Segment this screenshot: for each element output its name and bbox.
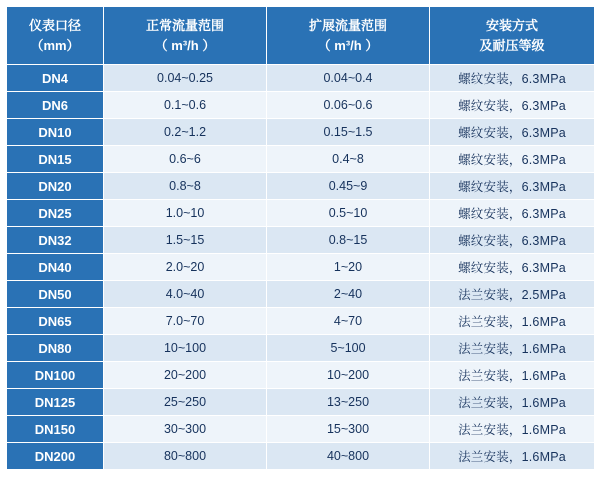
cell-normal-flow: 0.6~6 <box>104 146 267 173</box>
cell-installation: 螺纹安装，6.3MPa <box>430 173 595 200</box>
column-header-normal-flow-line2: （ m³/h ） <box>154 37 216 53</box>
cell-installation: 螺纹安装，6.3MPa <box>430 119 595 146</box>
cell-normal-flow: 2.0~20 <box>104 254 267 281</box>
cell-installation: 螺纹安装，6.3MPa <box>430 200 595 227</box>
cell-normal-flow: 0.04~0.25 <box>104 65 267 92</box>
column-header-diameter-line2: （mm） <box>30 37 80 53</box>
cell-diameter: DN150 <box>7 416 104 443</box>
cell-installation: 螺纹安装，6.3MPa <box>430 146 595 173</box>
cell-extended-flow: 10~200 <box>267 362 430 389</box>
cell-extended-flow: 4~70 <box>267 308 430 335</box>
table-row <box>7 227 595 254</box>
table-row <box>7 308 595 335</box>
cell-diameter: DN50 <box>7 281 104 308</box>
cell-extended-flow: 1~20 <box>267 254 430 281</box>
cell-normal-flow: 30~300 <box>104 416 267 443</box>
cell-diameter: DN40 <box>7 254 104 281</box>
table-row <box>7 119 595 146</box>
cell-installation: 法兰安装，1.6MPa <box>430 416 595 443</box>
cell-normal-flow: 25~250 <box>104 389 267 416</box>
cell-normal-flow: 7.0~70 <box>104 308 267 335</box>
cell-extended-flow: 15~300 <box>267 416 430 443</box>
cell-extended-flow: 0.8~15 <box>267 227 430 254</box>
table-header <box>7 7 595 65</box>
column-header-diameter-line1: 仪表口径 <box>28 18 81 33</box>
cell-extended-flow: 0.4~8 <box>267 146 430 173</box>
cell-diameter: DN100 <box>7 362 104 389</box>
table-row <box>7 173 595 200</box>
cell-diameter: DN32 <box>7 227 104 254</box>
cell-installation: 螺纹安装，6.3MPa <box>430 65 595 92</box>
cell-diameter: DN20 <box>7 173 104 200</box>
cell-normal-flow: 80~800 <box>104 443 267 470</box>
cell-installation: 法兰安装，1.6MPa <box>430 443 595 470</box>
table-row <box>7 335 595 362</box>
column-header-extended-flow-line1: 扩展流量范围 <box>308 18 387 33</box>
cell-normal-flow: 0.8~8 <box>104 173 267 200</box>
cell-installation: 螺纹安装，6.3MPa <box>430 227 595 254</box>
cell-diameter: DN15 <box>7 146 104 173</box>
table-row <box>7 92 595 119</box>
cell-diameter: DN4 <box>7 65 104 92</box>
table-header-row <box>7 7 595 65</box>
table-row <box>7 200 595 227</box>
cell-extended-flow: 5~100 <box>267 335 430 362</box>
specification-table <box>6 6 595 470</box>
cell-extended-flow: 0.04~0.4 <box>267 65 430 92</box>
table-row <box>7 389 595 416</box>
table-body <box>7 65 595 470</box>
cell-diameter: DN200 <box>7 443 104 470</box>
cell-installation: 螺纹安装，6.3MPa <box>430 254 595 281</box>
cell-diameter: DN125 <box>7 389 104 416</box>
cell-diameter: DN25 <box>7 200 104 227</box>
column-header-installation-line1: 安装方式 <box>485 18 538 33</box>
cell-extended-flow: 0.06~0.6 <box>267 92 430 119</box>
table-row <box>7 254 595 281</box>
column-header-normal-flow-line1: 正常流量范围 <box>145 18 224 33</box>
table-row <box>7 146 595 173</box>
column-header-extended-flow-line2: （ m³/h ） <box>317 37 379 53</box>
cell-normal-flow: 4.0~40 <box>104 281 267 308</box>
column-header-installation <box>430 7 595 65</box>
cell-extended-flow: 0.15~1.5 <box>267 119 430 146</box>
cell-diameter: DN6 <box>7 92 104 119</box>
column-header-diameter <box>7 7 104 65</box>
cell-extended-flow: 13~250 <box>267 389 430 416</box>
cell-installation: 法兰安装，1.6MPa <box>430 362 595 389</box>
cell-installation: 法兰安装，1.6MPa <box>430 308 595 335</box>
cell-installation: 法兰安装，1.6MPa <box>430 389 595 416</box>
cell-normal-flow: 10~100 <box>104 335 267 362</box>
cell-normal-flow: 1.5~15 <box>104 227 267 254</box>
table-row <box>7 65 595 92</box>
cell-normal-flow: 1.0~10 <box>104 200 267 227</box>
cell-diameter: DN65 <box>7 308 104 335</box>
table-row <box>7 416 595 443</box>
column-header-normal-flow <box>104 7 267 65</box>
cell-diameter: DN10 <box>7 119 104 146</box>
table-row <box>7 443 595 470</box>
cell-normal-flow: 20~200 <box>104 362 267 389</box>
cell-normal-flow: 0.1~0.6 <box>104 92 267 119</box>
cell-diameter: DN80 <box>7 335 104 362</box>
cell-extended-flow: 2~40 <box>267 281 430 308</box>
cell-extended-flow: 40~800 <box>267 443 430 470</box>
cell-installation: 法兰安装，2.5MPa <box>430 281 595 308</box>
cell-extended-flow: 0.5~10 <box>267 200 430 227</box>
table-row <box>7 281 595 308</box>
column-header-extended-flow <box>267 7 430 65</box>
cell-normal-flow: 0.2~1.2 <box>104 119 267 146</box>
cell-installation: 法兰安装，1.6MPa <box>430 335 595 362</box>
cell-extended-flow: 0.45~9 <box>267 173 430 200</box>
cell-installation: 螺纹安装，6.3MPa <box>430 92 595 119</box>
table-row <box>7 362 595 389</box>
column-header-installation-line2: 及耐压等级 <box>479 37 545 53</box>
